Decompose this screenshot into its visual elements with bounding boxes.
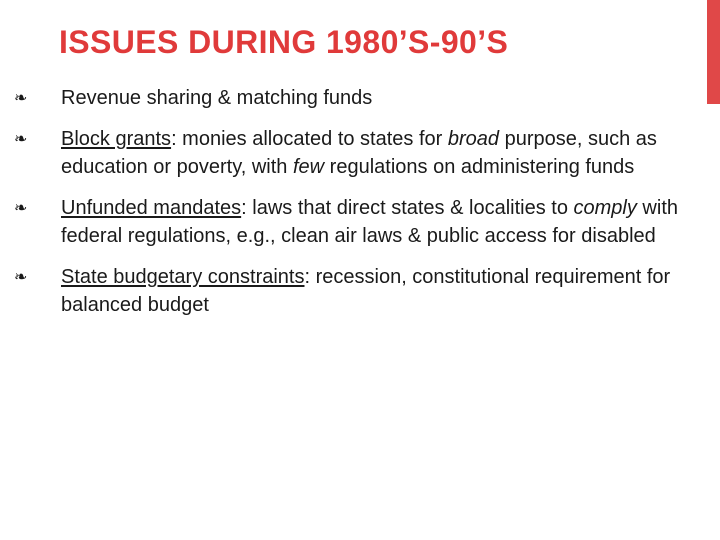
fleuron-bullet-icon: ❧ xyxy=(14,129,28,148)
bullet-text: Revenue sharing & matching funds xyxy=(61,87,373,109)
term-block-grants: Block grants xyxy=(61,128,172,150)
bullet-text: Unfunded mandates: laws that direct states & localities to comply with federal regulations, e.g., clean air laws & public access for disabled xyxy=(61,197,678,247)
slide-title: ISSUES DURING 1980’S-90’S xyxy=(59,24,509,60)
bullet-list xyxy=(14,84,704,332)
term-unfunded-mandates: Unfunded mandates xyxy=(61,197,242,219)
fleuron-bullet-icon: ❧ xyxy=(14,88,28,107)
fleuron-bullet-icon: ❧ xyxy=(14,267,28,286)
bullet-text: State budgetary constraints: recession, constitutional requirement for balanced budget xyxy=(61,266,671,316)
term-state-budgetary-constraints: State budgetary constraints xyxy=(61,266,305,288)
bullet-state-budgetary-constraints xyxy=(14,263,704,319)
fleuron-bullet-icon: ❧ xyxy=(14,198,28,217)
bullet-revenue-sharing xyxy=(14,84,704,112)
bullet-unfunded-mandates xyxy=(14,194,704,250)
bullet-text: Block grants: monies allocated to states for broad purpose, such as education or poverty, with few regulations on administering funds xyxy=(61,128,657,178)
bullet-block-grants xyxy=(14,125,704,181)
accent-bar xyxy=(707,0,720,104)
